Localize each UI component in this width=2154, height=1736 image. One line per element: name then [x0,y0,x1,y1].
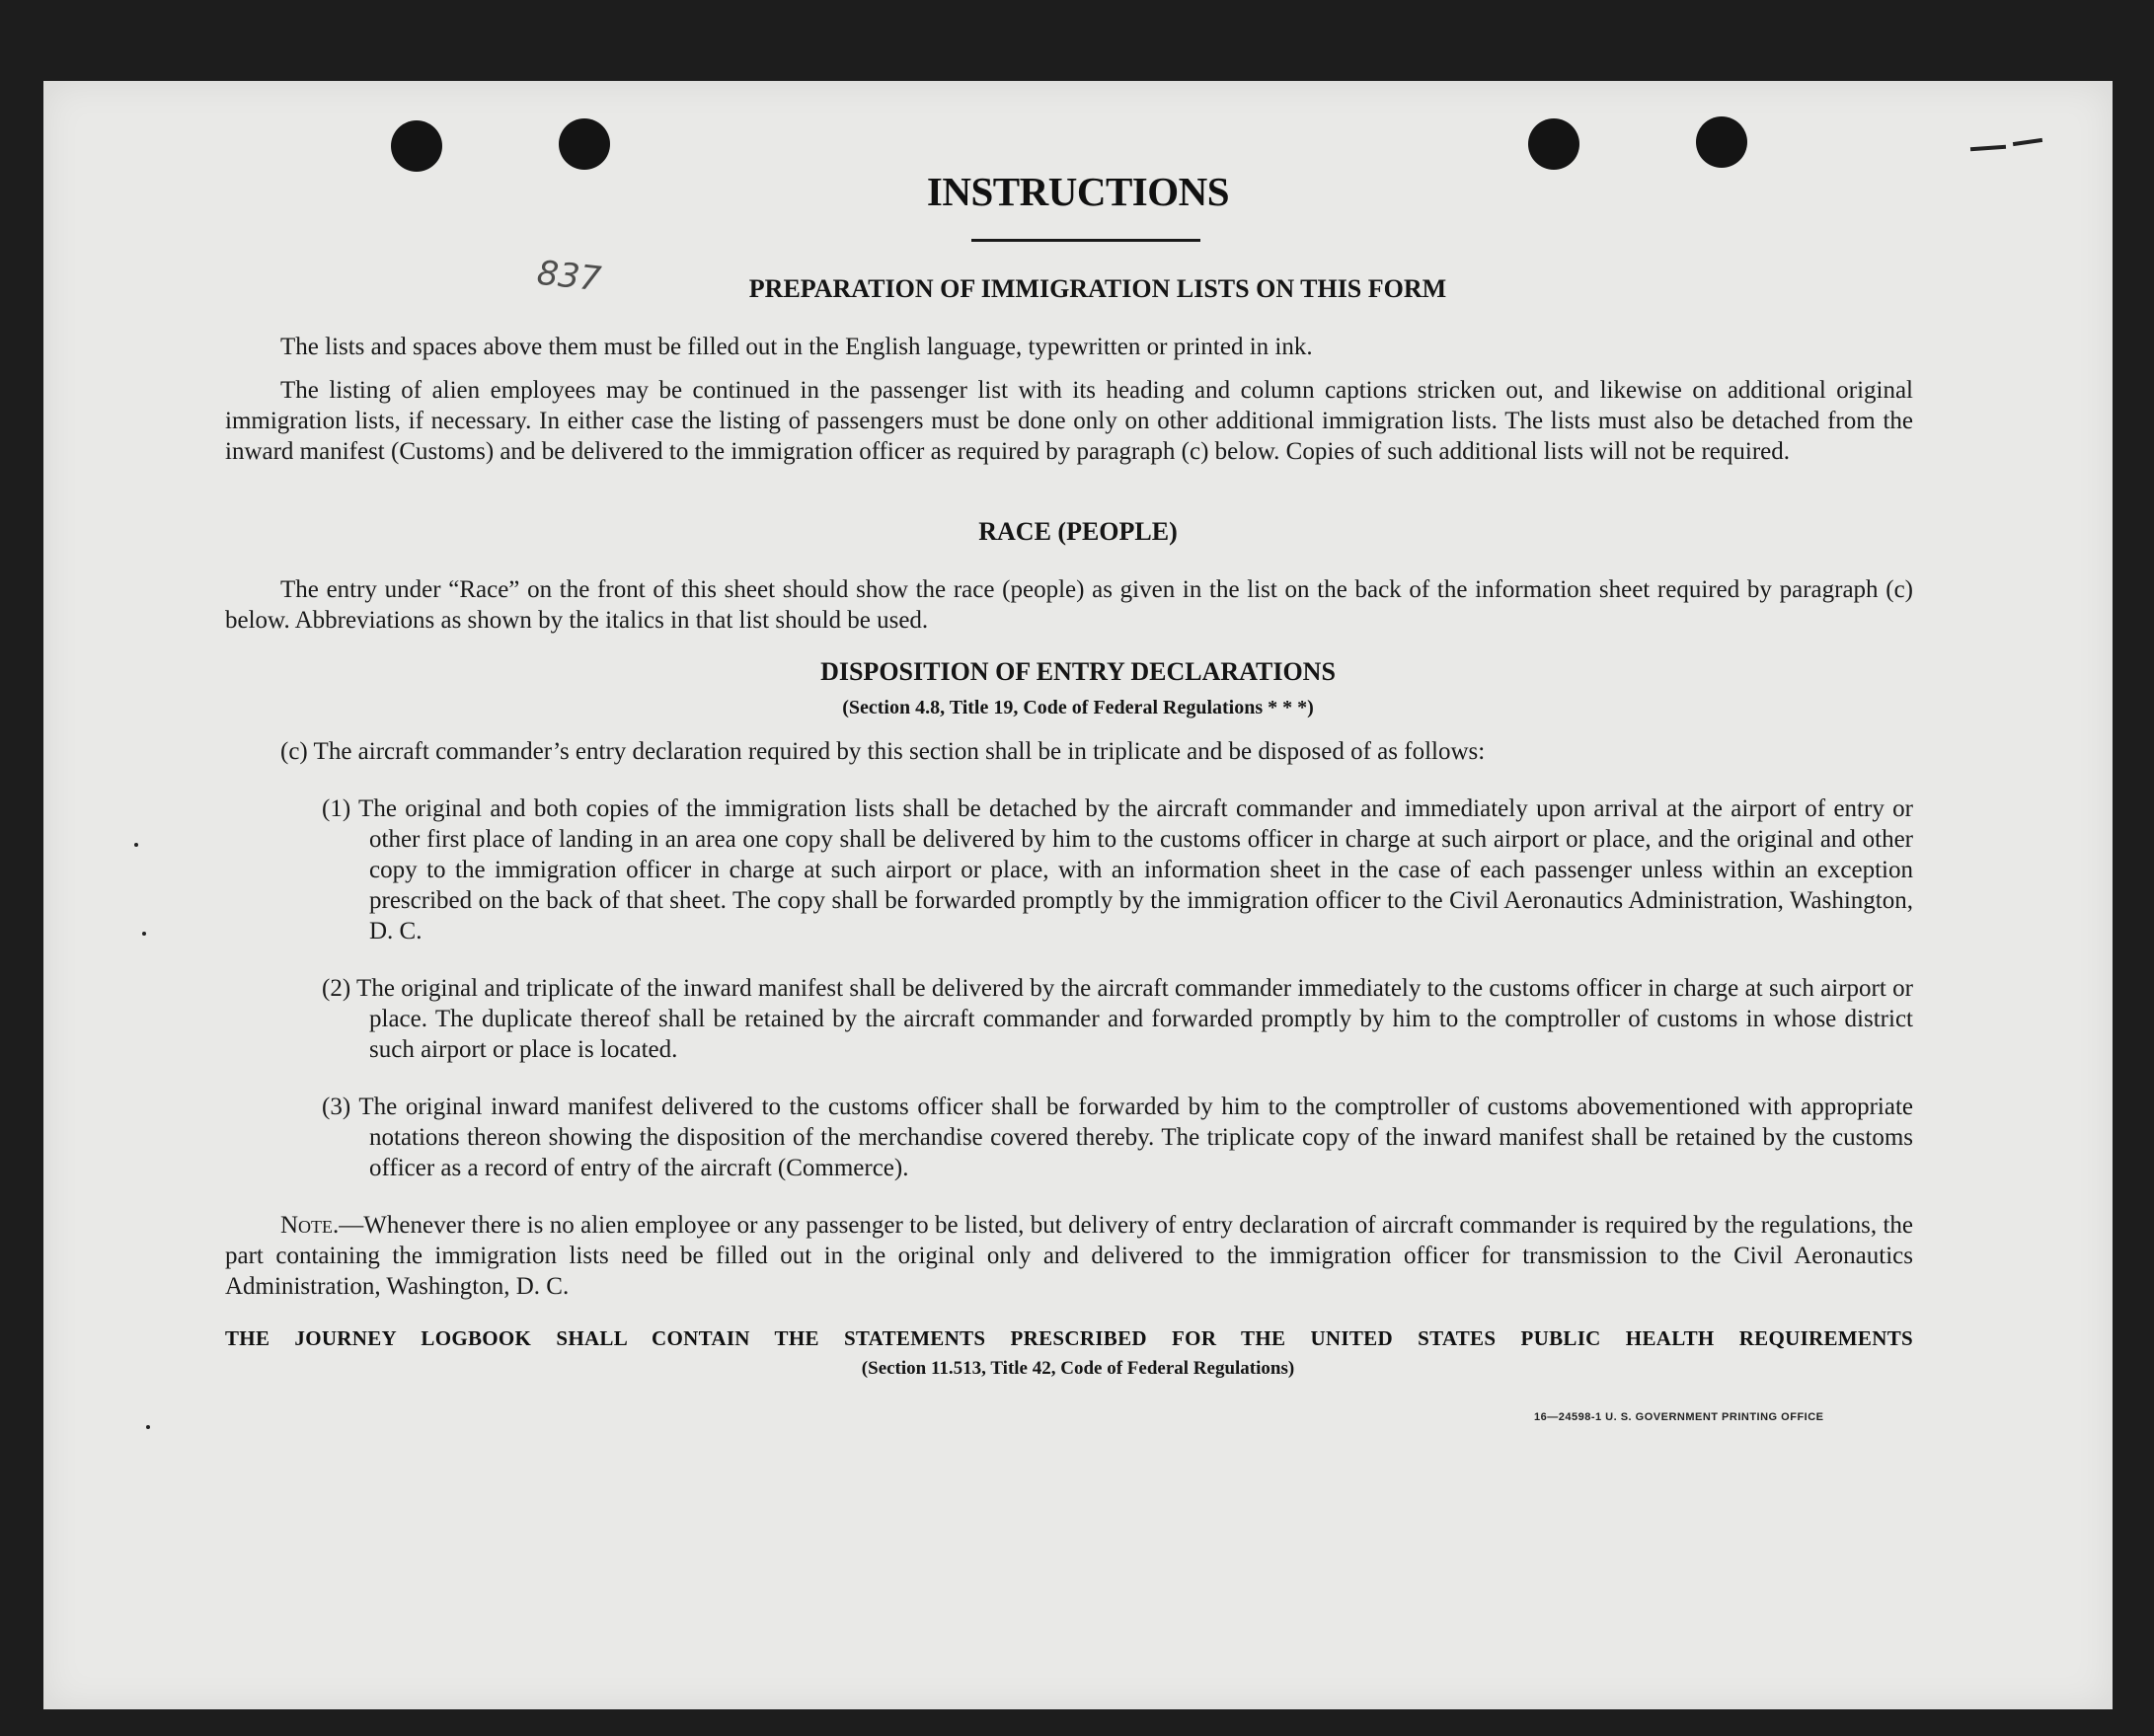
disposition-item-2: (2) The original and triplicate of the inward manifest shall be delivered by the aircraft commander immediately to the customs officer in charge at such airport or place. The duplicate thereof shall be retained by the aircraft commander and forwarded promptly by him to the comptroller of customs in whose district such airport or place is located. [322,975,1913,1063]
section-heading-race: RACE (PEOPLE) [978,517,1178,546]
preparation-paragraph-1-text: The lists and spaces above them must be filled out in the English language, typewritten or printed in ink. [280,334,1313,360]
disposition-intro [225,736,1913,767]
document-sheet [43,81,2113,1709]
health-requirements-line: THE JOURNEY LOGBOOK SHALL CONTAIN THE STATEMENTS PRESCRIBED FOR THE UNITED STATES PUBLIC HEALTH REQUIREMENTS [225,1326,1913,1350]
section-heading-preparation: PREPARATION OF IMMIGRATION LISTS ON THIS FORM [748,274,1447,303]
stray-dot [142,932,146,936]
race-paragraph [225,574,1913,636]
title-underline [971,239,1200,242]
page-title: INSTRUCTIONS [926,169,1230,214]
preparation-paragraph-1 [225,332,1913,362]
section-heading-disposition: DISPOSITION OF ENTRY DECLARATIONS [820,657,1336,686]
punch-hole-icon [1528,118,1579,170]
race-paragraph-text: The entry under “Race” on the front of this sheet should show the race (people) as given in the list on the back of the information sheet required by paragraph (c) below. Abbreviations as shown by the italics in that list should be used. [225,576,1913,634]
preparation-paragraph-2-text: The listing of alien employees may be continued in the passenger list with its heading and column captions stricken out, and likewise on additional original immigration lists, if necessary. In either case the listing of passengers must be done only on other additional immigration lists. The lists must also be detached from the inward manifest (Customs) and be delivered to the immigration officer as required by paragraph (c) below. Copies of such additional lists will not be required. [225,377,1913,465]
health-citation: (Section 11.513, Title 42, Code of Federal Regulations) [861,1358,1295,1379]
disposition-item-1: (1) The original and both copies of the immigration lists shall be detached by the aircraft commander and immediately upon arrival at the airport of entry or other first place of landing in an area one copy shall be delivered by him to the customs officer in charge at such airport or place, and the original and other copy to the immigration officer in charge at such airport or place, with an information sheet in the case of each passenger unless within an exception prescribed on the back of that sheet. The copy shall be forwarded promptly by the immigration officer to the Civil Aeronautics Administration, Washington, D. C. [322,795,1913,944]
disposition-citation: (Section 4.8, Title 19, Code of Federal Regulations * * *) [842,697,1314,718]
punch-hole-icon [1696,116,1747,168]
stray-mark [1970,145,2006,152]
stray-dot [134,843,138,847]
stray-mark [2013,138,2042,146]
note-paragraph [225,1210,1913,1302]
disposition-item-3: (3) The original inward manifest delivered to the customs officer shall be forwarded by him to the comptroller of customs abovementioned with appropriate notations thereon showing the disposition of the merchandise covered thereby. The triplicate copy of the inward manifest shall be retained by the customs officer as a record of entry of the aircraft (Commerce). [322,1094,1913,1181]
note-label: Note. [280,1212,340,1239]
stray-dot [146,1425,150,1429]
punch-hole-icon [391,120,442,172]
printer-imprint: 16—24598-1 U. S. GOVERNMENT PRINTING OFFICE [1534,1411,1824,1423]
handwritten-note: 837 [535,253,603,300]
disposition-intro-text: (c) The aircraft commander’s entry declaration required by this section shall be in triplicate and be disposed of as follows: [280,738,1486,765]
note-text: —Whenever there is no alien employee or any passenger to be listed, but delivery of entry declaration of aircraft commander is required by the regulations, the part containing the immigration lists need be filled out in the original only and delivered to the immigration officer for transmission to the Civil Aeronautics Administration, Washington, D. C. [225,1212,1913,1300]
punch-hole-icon [559,118,610,170]
preparation-paragraph-2 [225,375,1913,467]
